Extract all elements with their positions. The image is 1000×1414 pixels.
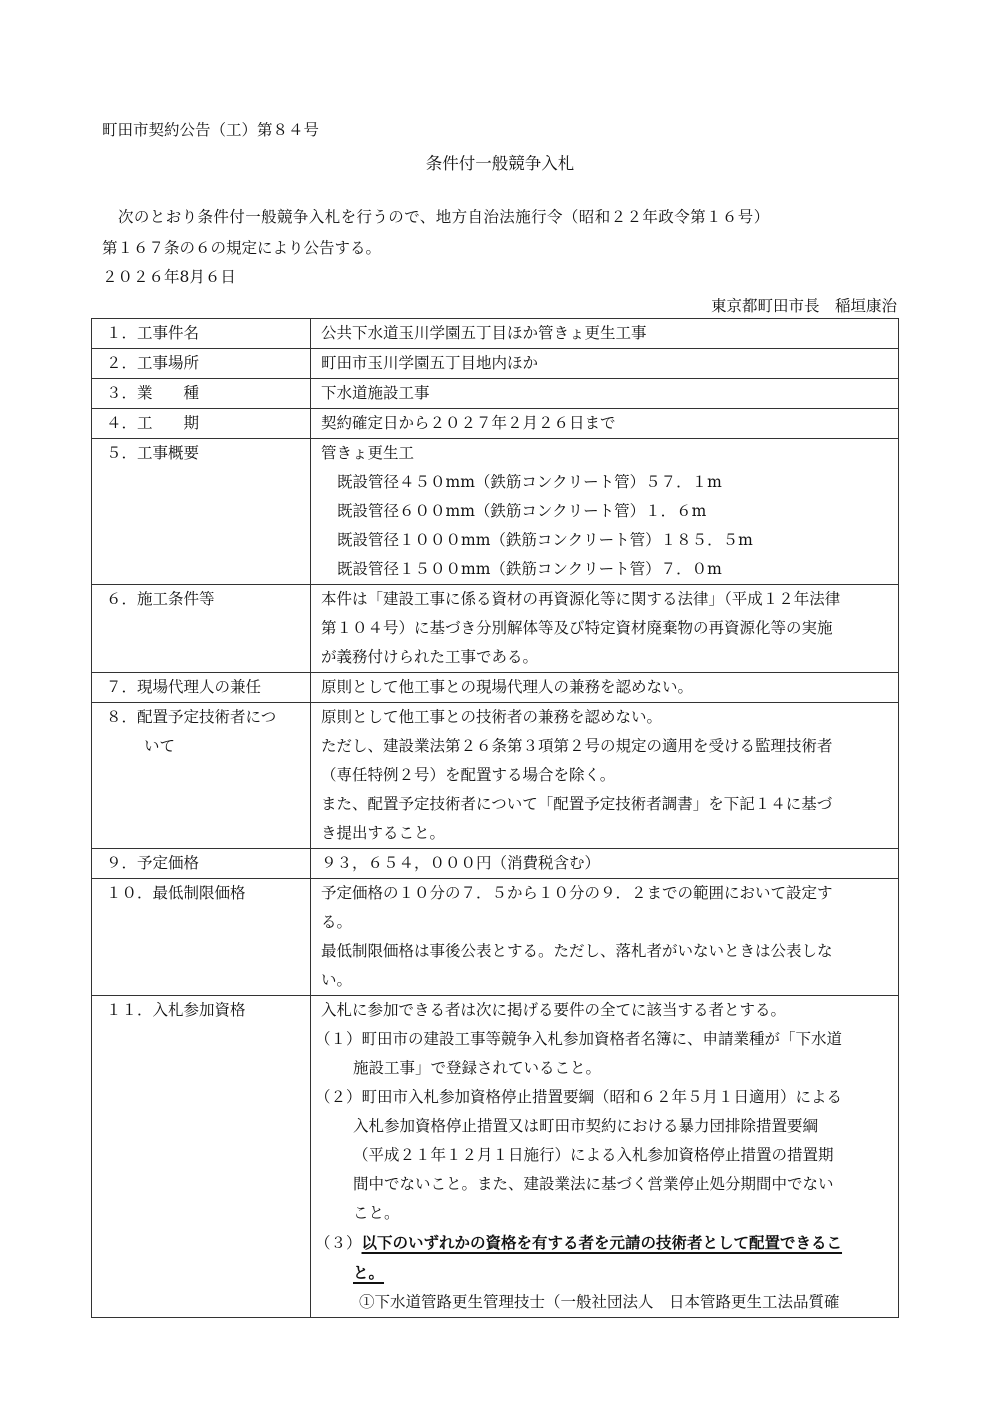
row-value bbox=[311, 996, 899, 1318]
row-value bbox=[311, 439, 899, 585]
text-line: 入札に参加できる者は次に掲げる要件の全てに該当する者とする。 bbox=[321, 1001, 787, 1019]
row-value: 契約確定日から２０２７年２月２６日まで bbox=[311, 409, 899, 439]
text-line: こと。 bbox=[353, 1204, 400, 1222]
row-label: ４．工 期 bbox=[92, 409, 311, 439]
notice-number: 町田市契約公告（工）第８４号 bbox=[102, 121, 320, 139]
text-line: また、配置予定技術者について「配置予定技術者調書」を下記１４に基づ bbox=[321, 795, 833, 813]
label-line: いて bbox=[144, 737, 176, 755]
text-line: 入札参加資格停止措置又は町田市契約における暴力団排除措置要綱 bbox=[353, 1117, 819, 1135]
row-label: １１．入札参加資格 bbox=[92, 996, 311, 1318]
underlined-text: 以下のいずれかの資格を有する者を元請の技術者として配置できるこ bbox=[361, 1233, 843, 1252]
text-line: （２）町田市入札参加資格停止措置要綱（昭和６２年５月１日適用）による bbox=[315, 1088, 843, 1106]
text-line: 本件は「建設工事に係る資材の再資源化等に関する法律」（平成１２年法律 bbox=[321, 590, 841, 608]
tender-details-table bbox=[91, 318, 899, 1318]
text-line: 最低制限価格は事後公表とする。ただし、落札者がいないときは公表しな bbox=[321, 942, 833, 960]
table-row bbox=[92, 349, 899, 379]
text-line: ただし、建設業法第２６条第３項第２号の規定の適用を受ける監理技術者 bbox=[321, 737, 833, 755]
text-line: が義務付けられた工事である。 bbox=[321, 648, 539, 666]
table-row bbox=[92, 996, 899, 1318]
table-row bbox=[92, 849, 899, 879]
text-line: 予定価格の１０分の７．５から１０分の９．２までの範囲において設定す bbox=[321, 884, 833, 902]
row-label: １．工事件名 bbox=[92, 319, 311, 349]
row-label: ２．工事場所 bbox=[92, 349, 311, 379]
row-value: 下水道施設工事 bbox=[311, 379, 899, 409]
table-row bbox=[92, 703, 899, 849]
text-line: 既設管径１５００mm（鉄筋コンクリート管）７．０m bbox=[337, 560, 722, 578]
table-row bbox=[92, 585, 899, 673]
text-line: ①下水道管路更生管理技士（一般社団法人 日本管路更生工法品質確 bbox=[359, 1293, 840, 1311]
text-line: 既設管径６００mm（鉄筋コンクリート管）１．６m bbox=[337, 502, 707, 520]
row-value: 町田市玉川学園五丁目地内ほか bbox=[311, 349, 899, 379]
document-title: 条件付一般競争入札 bbox=[425, 154, 575, 173]
notice-date: ２０２６年8月６日 bbox=[102, 268, 236, 286]
underlined-text: と。 bbox=[353, 1263, 385, 1282]
text-line: 既設管径４５０mm（鉄筋コンクリート管）５７．１m bbox=[337, 473, 722, 491]
label-line: ８．配置予定技術者につ bbox=[106, 708, 277, 726]
table-row bbox=[92, 439, 899, 585]
text-line: る。 bbox=[321, 913, 353, 931]
issuer-name: 東京都町田市長 稲垣康治 bbox=[710, 297, 897, 315]
text-line: 原則として他工事との技術者の兼務を認めない。 bbox=[321, 708, 663, 726]
table-row bbox=[92, 379, 899, 409]
row-value: 公共下水道玉川学園五丁目ほか管きょ更生工事 bbox=[311, 319, 899, 349]
text-line: （平成２１年１２月１日施行）による入札参加資格停止措置の措置期 bbox=[353, 1146, 834, 1164]
row-label: ３．業 種 bbox=[92, 379, 311, 409]
text-line bbox=[315, 1228, 892, 1258]
intro-text-line2: 第１６７条の６の規定により公告する。 bbox=[102, 239, 382, 257]
table-row bbox=[92, 409, 899, 439]
intro-text-line1: 次のとおり条件付一般競争入札を行うので、地方自治法施行令（昭和２２年政令第１６号） bbox=[118, 208, 770, 226]
row-value: ９３，６５４，０００円（消費税含む） bbox=[311, 849, 899, 879]
row-value: 原則として他工事との現場代理人の兼務を認めない。 bbox=[311, 673, 899, 703]
item-prefix: （３） bbox=[315, 1234, 362, 1252]
text-line: い。 bbox=[321, 971, 353, 989]
row-label: ６．施工条件等 bbox=[92, 585, 311, 673]
text-line: き提出すること。 bbox=[321, 824, 446, 842]
text-line: （専任特例２号）を配置する場合を除く。 bbox=[321, 766, 616, 784]
row-label: ５．工事概要 bbox=[92, 439, 311, 585]
row-value bbox=[311, 585, 899, 673]
text-line: 既設管径１０００mm（鉄筋コンクリート管）１８５．５m bbox=[337, 531, 753, 549]
text-line: （１）町田市の建設工事等競争入札参加資格者名簿に、申請業種が「下水道 bbox=[315, 1030, 843, 1048]
row-label bbox=[92, 703, 311, 849]
table-row bbox=[92, 879, 899, 996]
text-line: 間中でないこと。また、建設業法に基づく営業停止処分期間中でない bbox=[353, 1175, 834, 1193]
row-value bbox=[311, 703, 899, 849]
text-line: 施設工事」で登録されていること。 bbox=[353, 1059, 602, 1077]
row-value bbox=[311, 879, 899, 996]
table-row bbox=[92, 673, 899, 703]
table-row bbox=[92, 319, 899, 349]
text-line: 管きょ更生工 bbox=[321, 444, 415, 462]
row-label: ９．予定価格 bbox=[92, 849, 311, 879]
text-line: 第１０４号）に基づき分別解体等及び特定資材廃棄物の再資源化等の実施 bbox=[321, 619, 833, 637]
row-label: １０．最低制限価格 bbox=[92, 879, 311, 996]
row-label: ７．現場代理人の兼任 bbox=[92, 673, 311, 703]
text-line bbox=[315, 1258, 892, 1288]
